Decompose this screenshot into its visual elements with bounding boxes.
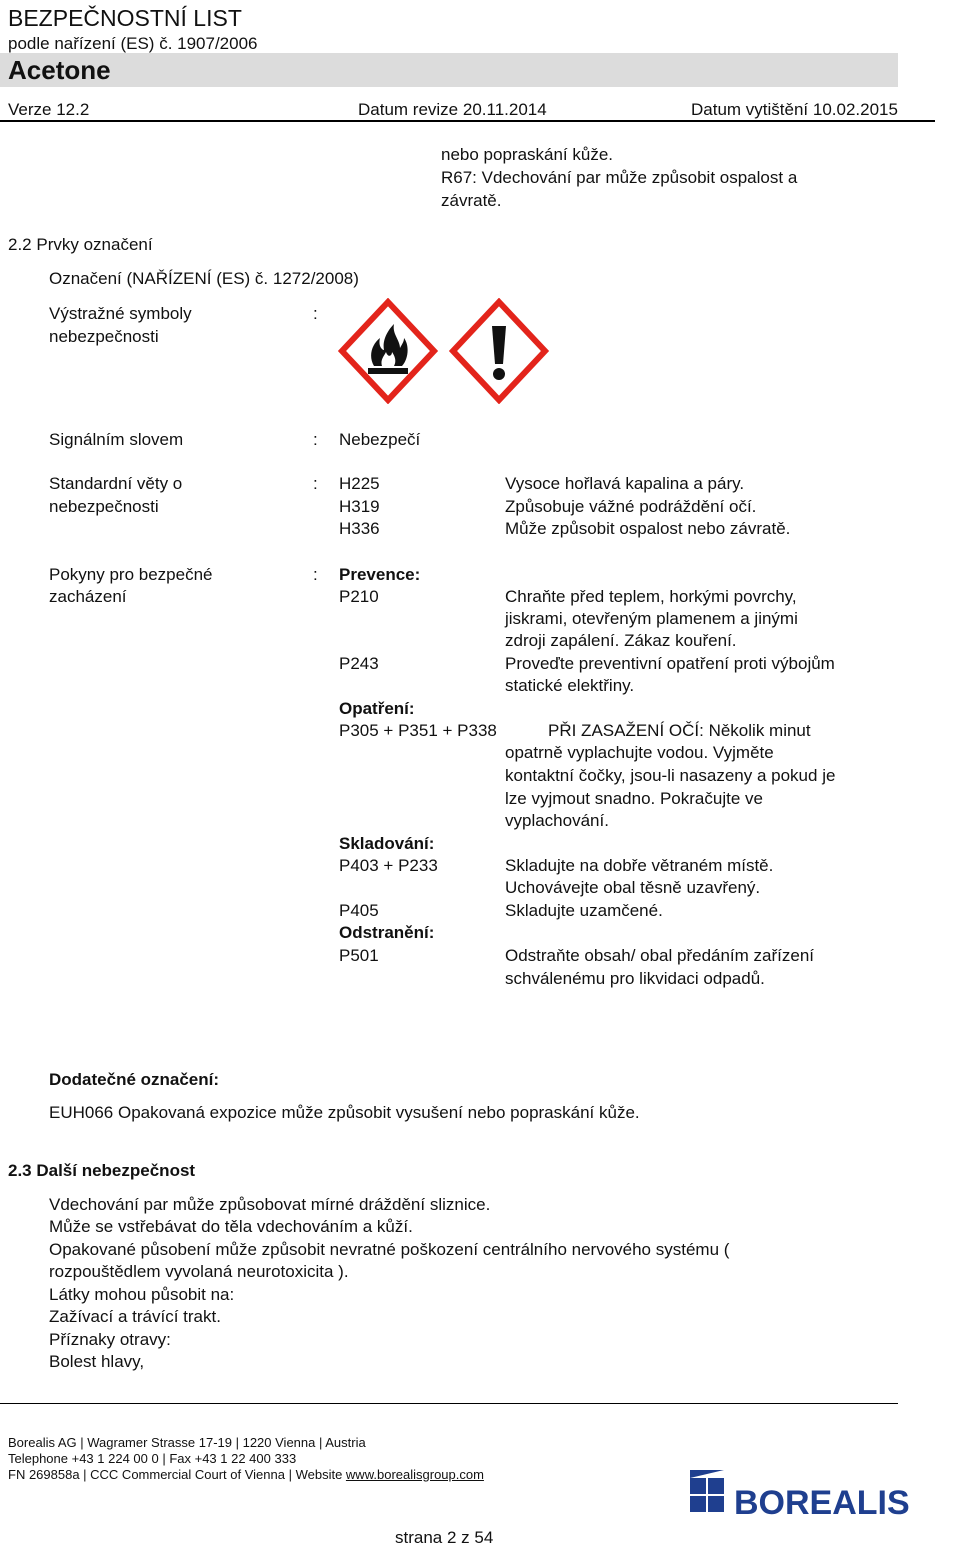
p-code: P501 — [339, 946, 379, 965]
hazard-line: Může se vstřebávat do těla vdechováním a kůží. — [49, 1217, 413, 1236]
borealis-logo — [690, 1470, 955, 1522]
product-band — [0, 53, 898, 87]
h-code: H336 — [339, 519, 380, 538]
p-text: vyplachování. — [505, 811, 609, 830]
continued-line: R67: Vdechování par může způsobit ospalost a — [441, 168, 798, 187]
p-text: Uchovávejte obal těsně uzavřený. — [505, 878, 761, 897]
precautionary-label: zacházení — [49, 587, 127, 606]
page-number: strana 2 z 54 — [395, 1528, 494, 1547]
continued-line: nebo popraskání kůže. — [441, 145, 614, 164]
hazard-line: Zažívací a trávící trakt. — [49, 1307, 221, 1326]
footer-registry — [8, 1466, 484, 1483]
footer-divider — [0, 1403, 898, 1404]
signal-word-value: Nebezpečí — [339, 430, 421, 449]
pictograms-label: Výstražné symboly — [49, 304, 192, 323]
hazard-line: Látky mohou působit na: — [49, 1285, 235, 1304]
section-2-3-heading: 2.3 Další nebezpečnost — [8, 1161, 196, 1180]
h-code: H319 — [339, 497, 380, 516]
hazard-line: Příznaky otravy: — [49, 1330, 171, 1349]
regulation-reference: podle nařízení (ES) č. 1907/2006 — [8, 34, 258, 53]
website-link[interactable]: www.borealisgroup.com — [345, 1467, 484, 1482]
euh-statement: EUH066 Opakovaná expozice může způsobit vysušení nebo popraskání kůže. — [49, 1103, 640, 1122]
colon: : — [313, 430, 318, 449]
p-text: statické elektřiny. — [505, 676, 635, 695]
response-heading: Opatření: — [339, 699, 415, 718]
p-text: Proveďte preventivní opatření proti výbojům — [505, 654, 835, 673]
p-code: P243 — [339, 654, 379, 673]
exclamation-icon — [449, 298, 549, 404]
h-text: Vysoce hořlavá kapalina a páry. — [505, 474, 745, 493]
hazard-statements-label: nebezpečnosti — [49, 497, 159, 516]
hazard-statements-label: Standardní věty o — [49, 474, 183, 493]
storage-heading: Skladování: — [339, 834, 435, 853]
h-text: Způsobuje vážné podráždění očí. — [505, 497, 757, 516]
document-title: BEZPEČNOSTNÍ LIST — [8, 5, 242, 31]
signal-word-label: Signálním slovem — [49, 430, 184, 449]
p-code: P305 + P351 + P338 — [339, 721, 497, 740]
colon: : — [313, 304, 318, 323]
colon: : — [313, 474, 318, 493]
logo-text: BOREALIS — [734, 1484, 910, 1522]
p-text: Chraňte před teplem, horkými povrchy, — [505, 587, 797, 606]
colon: : — [313, 565, 318, 584]
pictograms-label: nebezpečnosti — [49, 327, 159, 346]
hazard-line: Vdechování par může způsobovat mírné dráždění sliznice. — [49, 1195, 491, 1214]
flame-icon — [338, 298, 438, 404]
p-text: Odstraňte obsah/ obal předáním zařízení — [505, 946, 815, 965]
footer-registry-text: FN 269858a | CCC Commercial Court of Vienna | Website — [8, 1467, 346, 1482]
precautionary-label: Pokyny pro bezpečné — [49, 565, 213, 584]
labelling-subheading: Označení (NAŘÍZENÍ (ES) č. 1272/2008) — [49, 269, 359, 288]
p-text: kontaktní čočky, jsou-li nasazeny a pokud je — [505, 766, 836, 785]
hazard-line: rozpouštědlem vyvolaná neurotoxicita ). — [49, 1262, 349, 1281]
continued-line: závratě. — [441, 191, 502, 210]
footer-address: Borealis AG | Wagramer Strasse 17-19 | 1220 Vienna | Austria — [8, 1435, 366, 1450]
p-text: PŘI ZASAŽENÍ OČÍ: Několik minut — [548, 721, 811, 740]
p-text: opatrně vyplachujte vodou. Vyjměte — [505, 743, 774, 762]
p-text: Skladujte uzamčené. — [505, 901, 663, 920]
h-text: Může způsobit ospalost nebo závratě. — [505, 519, 791, 538]
p-code: P403 + P233 — [339, 856, 438, 875]
product-name: Acetone — [8, 55, 111, 85]
hazard-line: Opakované působení může způsobit nevratné poškození centrálního nervového systému ( — [49, 1240, 730, 1259]
section-2-2-heading: 2.2 Prvky označení — [8, 235, 153, 254]
p-code: P210 — [339, 587, 379, 606]
p-text: jiskrami, otevřeným plamenem a jinými — [505, 609, 798, 628]
prevention-heading: Prevence: — [339, 565, 421, 584]
disposal-heading: Odstranění: — [339, 923, 435, 942]
hazard-line: Bolest hlavy, — [49, 1352, 145, 1371]
h-code: H225 — [339, 474, 380, 493]
p-text: Skladujte na dobře větraném místě. — [505, 856, 774, 875]
p-text: schválenému pro likvidaci odpadů. — [505, 969, 765, 988]
additional-labelling-heading: Dodatečné označení: — [49, 1070, 220, 1089]
revision-date: Datum revize 20.11.2014 — [358, 100, 547, 119]
p-text: lze vyjmout snadno. Pokračujte ve — [505, 789, 763, 808]
header-divider — [0, 120, 935, 122]
p-code: P405 — [339, 901, 379, 920]
version: Verze 12.2 — [8, 100, 90, 119]
footer-phone: Telephone +43 1 224 00 0 | Fax +43 1 22 400 333 — [8, 1451, 297, 1466]
print-date: Datum vytištění 10.02.2015 — [691, 100, 898, 119]
p-text: zdroji zapálení. Zákaz kouření. — [505, 631, 737, 650]
